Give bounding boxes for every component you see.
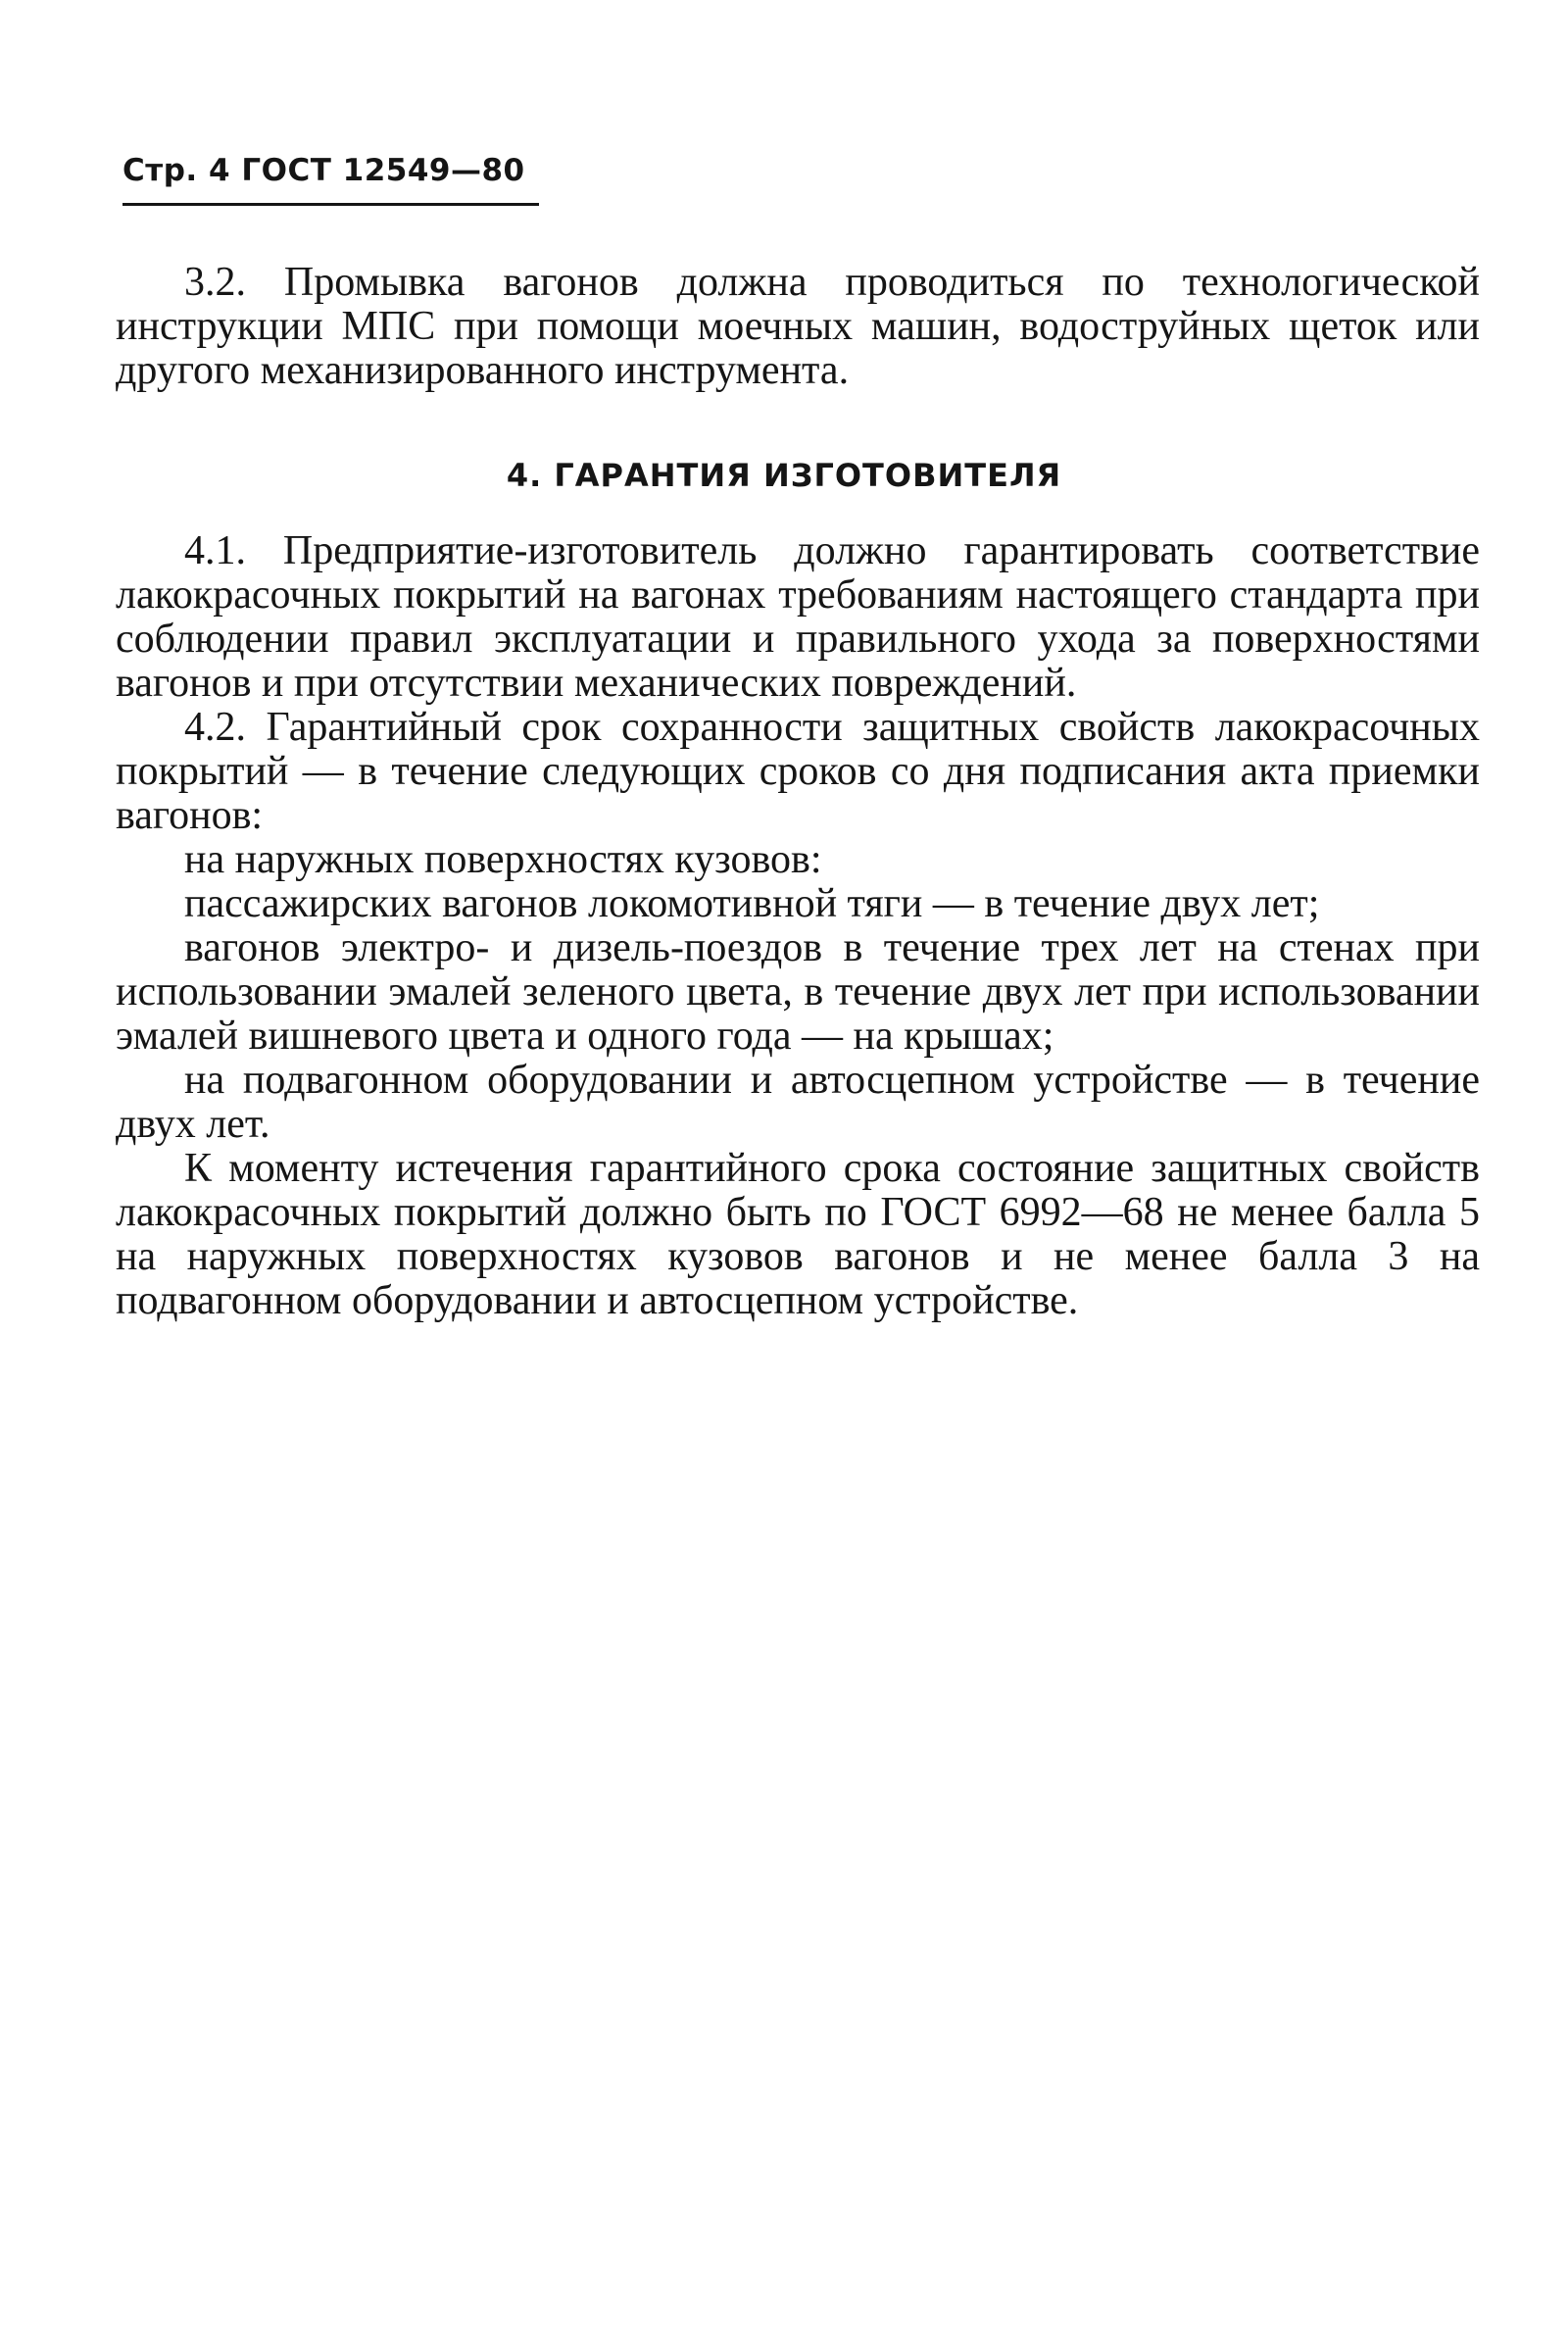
paragraph-warranty-end: К моменту истечения гарантийного срока состояние защитных свойств лакокрасочных покрытий должно быть по ГОСТ 6992—68 не менее балла 5 на наружных поверхностях кузовов вагонов и не менее балла 3 на подвагонном оборудовании и автосцепном устройстве. bbox=[116, 1146, 1480, 1323]
section-4-text bbox=[116, 529, 1480, 1323]
paragraph-4-2: 4.2. Гарантийный срок сохранности защитных свойств лакокрасочных покрытий — в течение следующих сроков со дня подписания акта приемки вагонов: bbox=[116, 705, 1480, 838]
header-rule bbox=[122, 203, 539, 206]
paragraph-4-1: 4.1. Предприятие-изготовитель должно гарантировать соответствие лакокрасочных покрытий на вагонах требованиям настоящего стандарта при соблюдении правил эксплуатации и правильного ухода за поверхностями вагонов и при отсутствии механических повреждений. bbox=[116, 528, 1480, 706]
page-header: Стр. 4 ГОСТ 12549—80 bbox=[122, 153, 525, 188]
paragraph-electric-trains: вагонов электро- и дизель-поездов в течение трех лет на стенах при использовании эмалей зеленого цвета, в течение двух лет при использовании эмалей вишневого цвета и одного года — на крышах; bbox=[116, 925, 1480, 1059]
paragraph-outer-surfaces: на наружных поверхностях кузовов: bbox=[184, 837, 822, 882]
section-4-title: 4. ГАРАНТИЯ ИЗГОТОВИТЕЛЯ bbox=[506, 457, 1062, 494]
paragraph-passenger-cars: пассажирских вагонов локомотивной тяги — в течение двух лет; bbox=[184, 881, 1320, 926]
section-3-text bbox=[116, 261, 1480, 393]
paragraph-underframe: на подвагонном оборудовании и автосцепном устройстве — в течение двух лет. bbox=[116, 1058, 1480, 1147]
paragraph-3-2: 3.2. Промывка вагонов должна проводиться по технологической инструкции МПС при помощи моечных машин, водоструйных щеток или другого механизированного инструмента. bbox=[116, 260, 1480, 393]
